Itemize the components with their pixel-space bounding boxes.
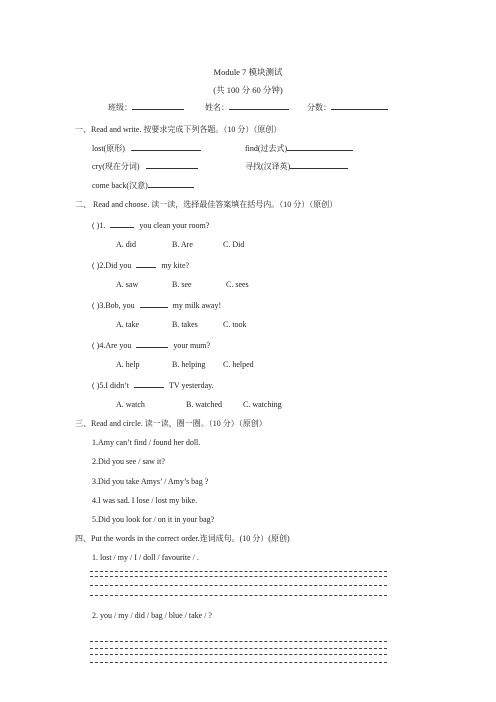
s1-item-text: cry(现在分词) [92,162,140,171]
option-c[interactable]: C. took [223,320,247,329]
s3-item-2: 2.Did you see / saw it? [92,457,165,466]
section2-heading: 二、 Read and choose. 读一读，选择最佳答案填在括号内。（10 分）（原创） [75,200,338,209]
option-c[interactable]: C. Did [223,240,245,249]
name-field[interactable] [205,102,289,113]
question-suffix: my milk away! [172,301,222,310]
answer-blank[interactable] [148,180,194,188]
question-prefix: ( )3.Bob, you [92,301,135,310]
answer-blank[interactable] [134,380,164,388]
s2-question-5 [92,380,214,390]
class-label: 班级： [108,103,132,112]
answer-blank[interactable] [290,161,348,169]
s1-item-4 [245,161,348,172]
option-a[interactable]: A. did [116,240,136,249]
question-prefix: ( )4.Are you [92,341,132,350]
s4-item-1: 1. lost / my / I / doll / favourite / . [92,553,199,562]
option-c[interactable]: C. watching [243,400,282,409]
question-prefix: ( )5.I didn’t [92,381,129,390]
option-b[interactable]: B. watched [186,400,222,409]
option-c[interactable]: C. helped [223,360,254,369]
s1-item-text: find(过去式) [245,144,288,153]
name-blank[interactable] [229,102,289,110]
s3-item-3: 3.Did you take Amys’ / Amy’s bag ? [92,477,209,486]
s1-item-1 [92,143,201,154]
answer-blank[interactable] [131,143,201,151]
option-a[interactable]: A. help [116,360,140,369]
option-c[interactable]: C. sees [226,280,249,289]
question-prefix: ( )1. [92,221,106,230]
option-b[interactable]: B. helping [172,360,206,369]
writing-line[interactable] [90,571,387,572]
class-blank[interactable] [132,102,184,110]
page-title: Module 7 模块测试 [213,67,283,77]
writing-line[interactable] [90,576,387,577]
name-label: 姓名： [205,103,229,112]
writing-line[interactable] [90,648,387,649]
score-field[interactable] [307,102,388,113]
answer-blank[interactable] [136,260,156,268]
score-blank[interactable] [331,102,388,110]
question-suffix: your mum? [173,341,210,350]
s3-item-4: 4.I was sad. I lose / lost my bike. [92,496,198,505]
page-subtitle: (共 100 分 60 分钟) [213,85,283,95]
writing-line[interactable] [90,654,387,655]
option-a[interactable]: A. saw [116,280,139,289]
option-a[interactable]: A. watch [116,400,145,409]
s4-item-2: 2. you / my / did / bag / blue / take / ? [92,611,212,620]
writing-line[interactable] [90,595,387,596]
answer-blank[interactable] [140,300,168,308]
class-field[interactable] [108,102,184,113]
question-suffix: my kite? [161,261,190,270]
answer-blank[interactable] [136,340,168,348]
question-prefix: ( )2.Did you [92,261,132,270]
writing-line[interactable] [90,662,387,663]
writing-line[interactable] [90,641,387,642]
answer-blank[interactable] [287,143,353,151]
option-a[interactable]: A. take [116,320,140,329]
s3-item-1: 1.Amy can’t find / found her doll. [92,438,201,447]
section3-heading: 三、Read and circle. 读一读，圈一圈。（10 分）（原创） [75,419,267,428]
option-b[interactable]: B. see [172,280,192,289]
section1-heading: 一、Read and write. 按要求完成下列各题。（10 分）（原创） [75,125,282,134]
s3-item-5: 5.Did you look for / on it in your bag? [92,515,215,524]
writing-line[interactable] [90,585,387,586]
s1-item-2 [245,143,353,154]
s2-question-4 [92,340,210,350]
answer-blank[interactable] [110,220,134,228]
option-b[interactable]: B. Are [172,240,193,249]
s1-item-5 [92,180,194,191]
score-label: 分数： [307,103,331,112]
s2-question-3 [92,300,221,310]
s1-item-text: come back(汉意) [92,181,148,190]
answer-blank[interactable] [146,161,198,169]
s2-question-1 [92,220,209,230]
question-suffix: you clean your room? [139,221,210,230]
s1-item-3 [92,161,198,172]
section4-heading: 四、Put the words in the correct order.连词成句。(10 分）(原创) [75,534,290,543]
s2-question-2 [92,260,189,270]
s1-item-text: 寻找(汉译英) [245,162,291,171]
s1-item-text: lost(原形) [92,144,125,153]
question-suffix: TV yesterday. [168,381,214,390]
option-b[interactable]: B. takes [172,320,198,329]
